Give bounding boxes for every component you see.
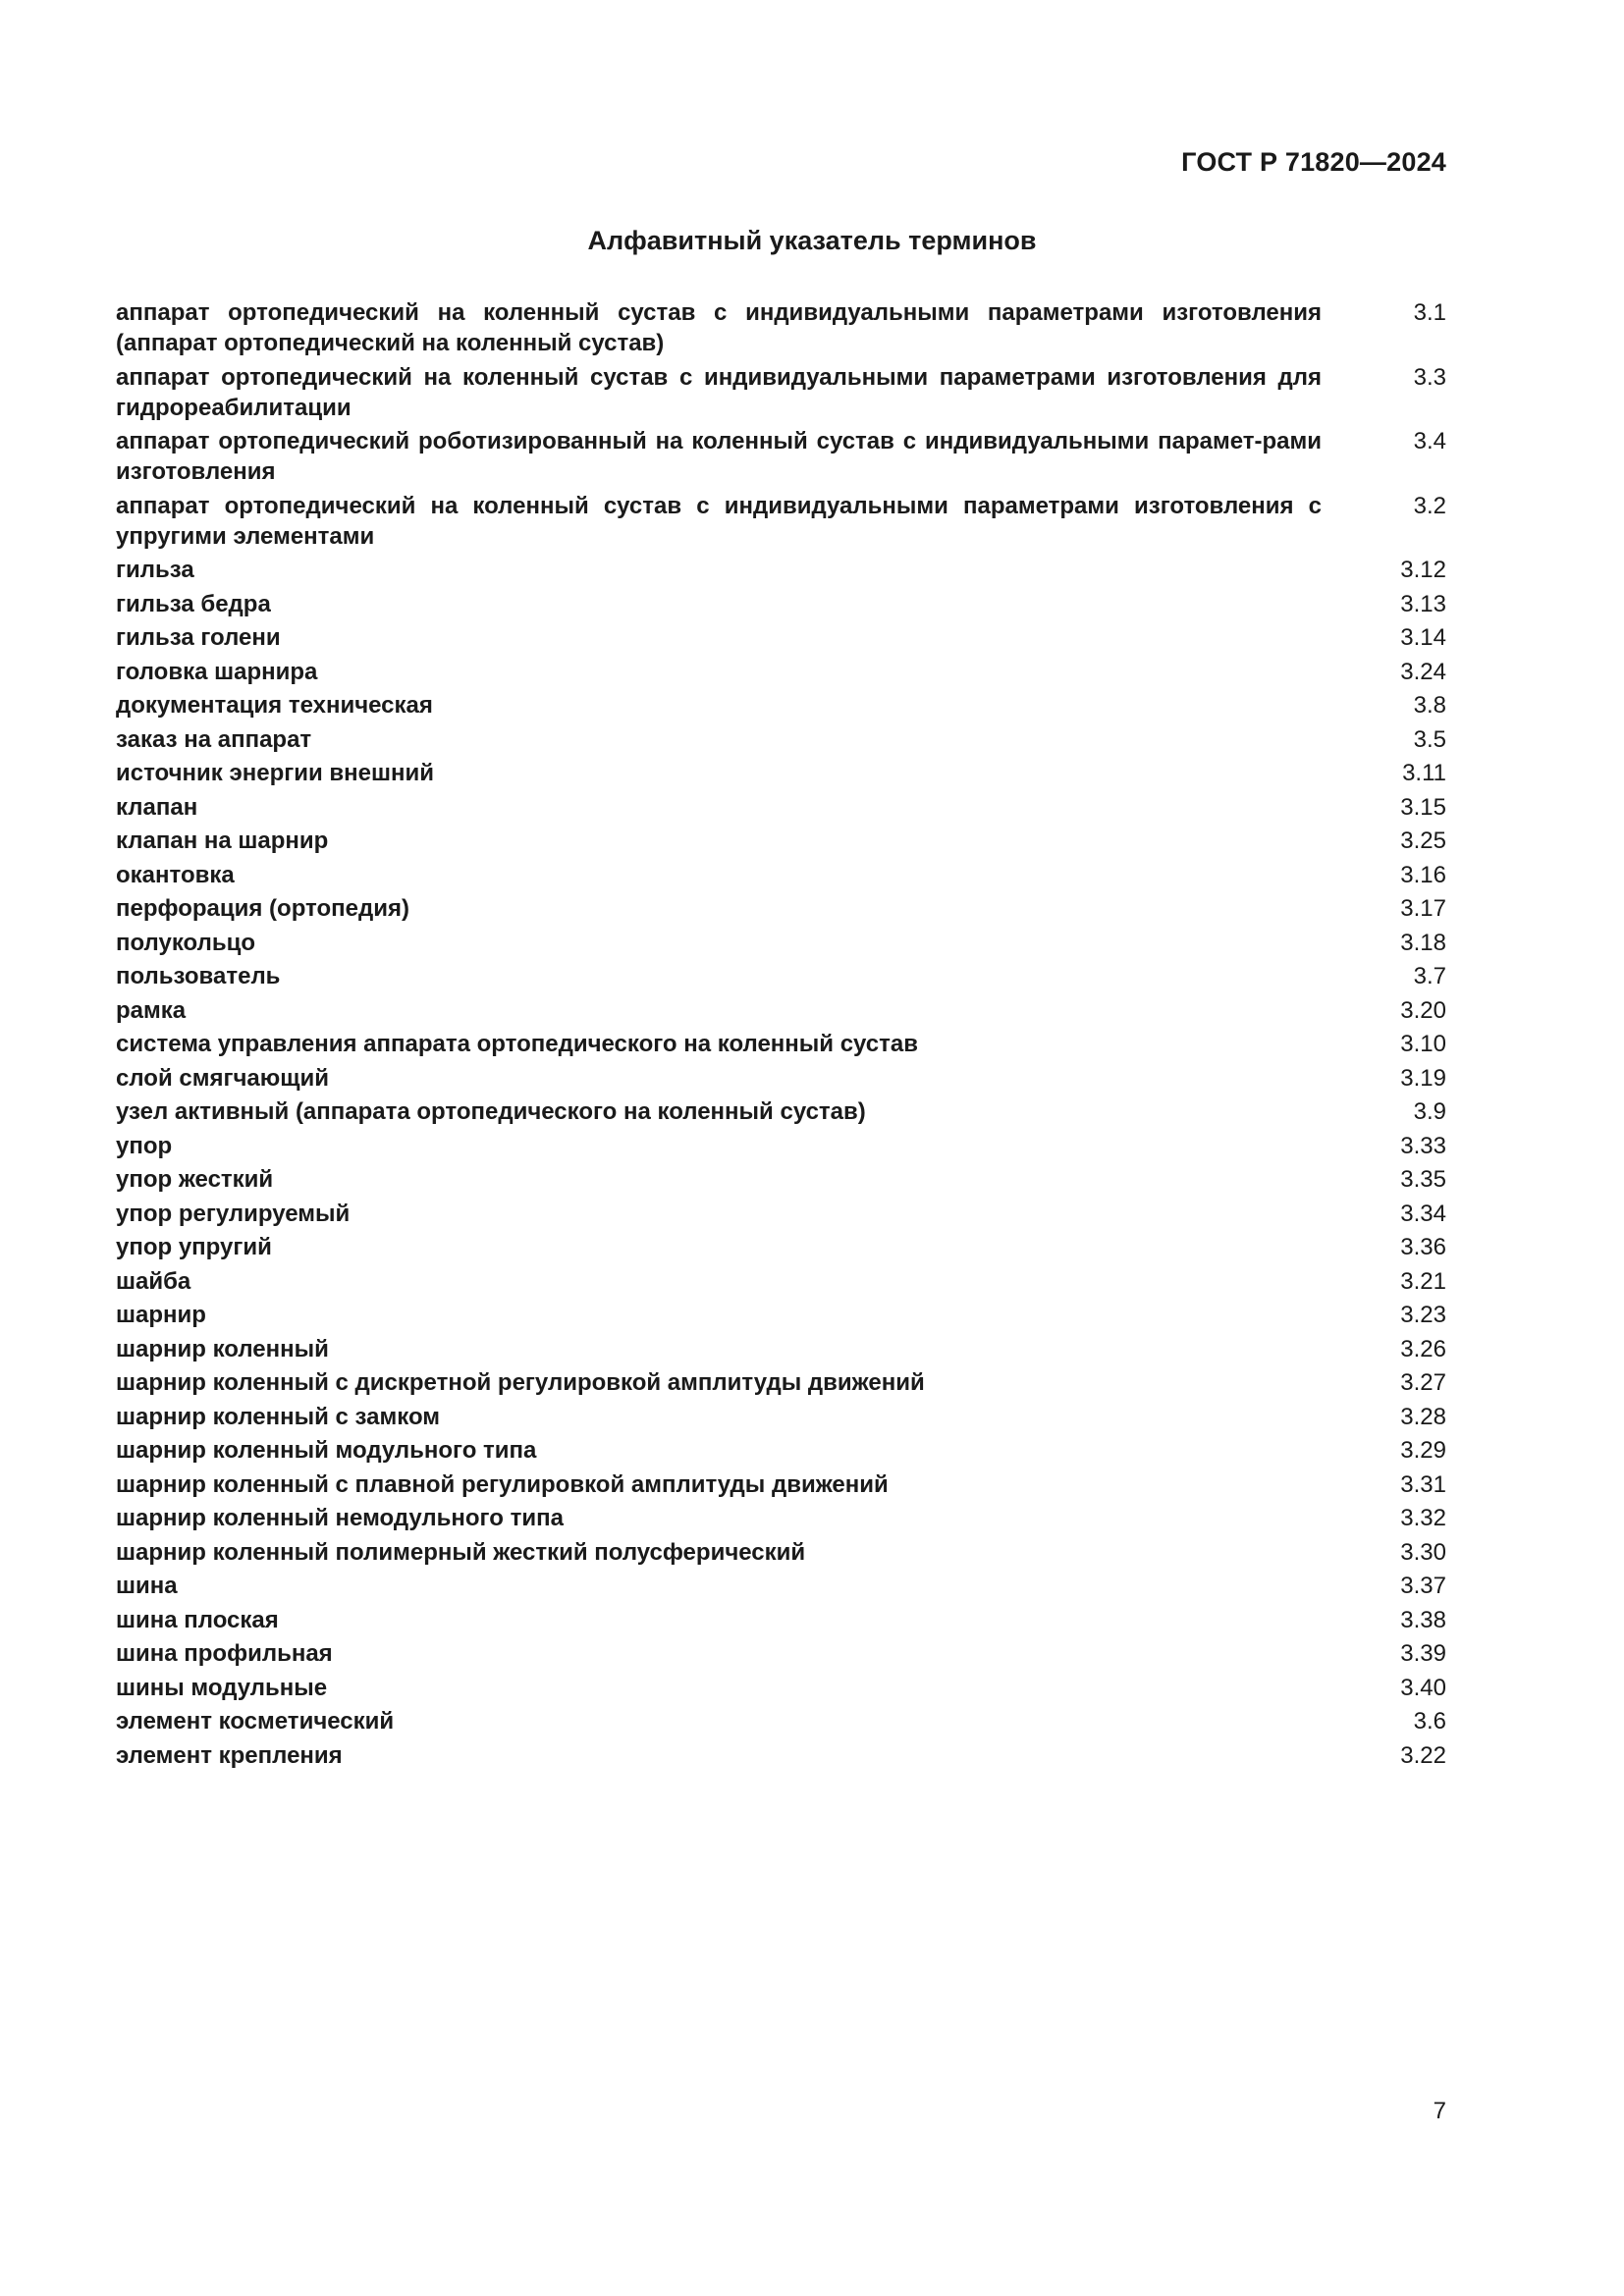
index-entry	[116, 1300, 1446, 1330]
index-term-ref: 3.14	[1400, 624, 1446, 651]
index-entry	[116, 1469, 1446, 1500]
index-entry	[116, 1503, 1446, 1533]
index-entry	[116, 928, 1446, 958]
index-term-ref: 3.6	[1413, 1708, 1446, 1735]
index-term: шины модульные	[116, 1674, 328, 1701]
index-term: клапан на шарнир	[116, 828, 329, 854]
index-term: документация техническая	[116, 692, 433, 719]
index-term: шина плоская	[116, 1606, 279, 1633]
index-entry	[116, 893, 1446, 924]
index-entry	[116, 1571, 1446, 1601]
index-term: источник энергии внешний	[116, 760, 434, 786]
index-term-ref: 3.13	[1400, 590, 1446, 617]
index-entry	[116, 792, 1446, 823]
index-term: рамка	[116, 996, 187, 1024]
index-term-ref: 3.36	[1400, 1234, 1446, 1260]
index-entry	[116, 1164, 1446, 1195]
index-entry	[116, 491, 1446, 552]
index-term-ref: 3.26	[1400, 1335, 1446, 1362]
index-entry	[116, 724, 1446, 755]
document-code: ГОСТ Р 71820—2024	[1181, 147, 1446, 177]
index-term-ref: 3.27	[1400, 1369, 1446, 1396]
index-term-ref: 3.40	[1400, 1674, 1446, 1701]
index-entry	[116, 1367, 1446, 1398]
index-term-ref: 3.9	[1413, 1098, 1446, 1125]
index-entry	[116, 657, 1446, 687]
index-entry	[116, 426, 1446, 487]
index-term-ref: 3.30	[1400, 1538, 1446, 1566]
index-entry	[116, 1402, 1446, 1432]
index-term: упор упругий	[116, 1234, 272, 1260]
index-term: шарнир коленный с плавной регулировкой амплитуды движений	[116, 1470, 889, 1498]
index-term: перфорация (ортопедия)	[116, 895, 409, 922]
index-term-ref: 3.2	[1413, 492, 1446, 519]
index-term: шарнир коленный полимерный жесткий полусферический	[116, 1538, 806, 1566]
index-entry	[116, 826, 1446, 856]
index-entry	[116, 690, 1446, 721]
index-term: шарнир	[116, 1302, 206, 1328]
index-entry	[116, 297, 1446, 358]
index-term: шарнир коленный модульного типа	[116, 1437, 537, 1464]
index-entry	[116, 1740, 1446, 1771]
index-term: аппарат ортопедический на коленный сустав с индивидуальными параметрами изготовления (аппарат ортопедический на коленный сустав)	[116, 299, 1322, 356]
index-entry	[116, 589, 1446, 619]
index-entry	[116, 1673, 1446, 1703]
index-term-ref: 3.16	[1400, 861, 1446, 888]
index-term-ref: 3.7	[1413, 963, 1446, 989]
index-term-ref: 3.19	[1400, 1064, 1446, 1092]
index-term: клапан	[116, 793, 198, 821]
index-entry	[116, 1537, 1446, 1568]
index-term: упор	[116, 1132, 173, 1159]
index-entry	[116, 995, 1446, 1026]
index-term-ref: 3.12	[1400, 557, 1446, 583]
index-term: элемент крепления	[116, 1741, 343, 1769]
index-term: заказ на аппарат	[116, 725, 312, 753]
index-term-ref: 3.23	[1400, 1302, 1446, 1328]
index-term-ref: 3.8	[1413, 692, 1446, 719]
index-entry	[116, 1029, 1446, 1059]
index-term-ref: 3.11	[1402, 760, 1446, 786]
index-term-ref: 3.4	[1413, 428, 1446, 454]
index-term: узел активный (аппарата ортопедического на коленный сустав)	[116, 1098, 866, 1125]
index-term: полукольцо	[116, 929, 256, 956]
index-term-ref: 3.33	[1400, 1132, 1446, 1159]
index-term-ref: 3.3	[1413, 363, 1446, 391]
index-term-ref: 3.15	[1400, 793, 1446, 821]
index-term-ref: 3.5	[1413, 725, 1446, 753]
index-term: шина профильная	[116, 1640, 333, 1667]
index-term-ref: 3.28	[1400, 1403, 1446, 1430]
index-term: головка шарнира	[116, 658, 318, 685]
index-entry	[116, 1435, 1446, 1466]
index-entry	[116, 1334, 1446, 1364]
index-entry	[116, 1638, 1446, 1669]
index-entry	[116, 622, 1446, 653]
index-term: окантовка	[116, 861, 235, 888]
index-term-ref: 3.35	[1400, 1166, 1446, 1193]
index-entry	[116, 362, 1446, 423]
index-title: Алфавитный указатель терминов	[587, 226, 1037, 255]
index-term: шайба	[116, 1267, 191, 1295]
index-term-ref: 3.38	[1400, 1606, 1446, 1633]
index-term: гильза бедра	[116, 590, 271, 617]
index-entry	[116, 555, 1446, 585]
index-term-ref: 3.1	[1413, 299, 1446, 326]
index-term-ref: 3.17	[1400, 895, 1446, 922]
index-term-ref: 3.22	[1400, 1741, 1446, 1769]
index-term: элемент косметический	[116, 1708, 395, 1735]
index-term-ref: 3.29	[1400, 1437, 1446, 1464]
index-term: шина	[116, 1573, 178, 1599]
index-term-ref: 3.32	[1400, 1505, 1446, 1531]
index-term-ref: 3.34	[1400, 1200, 1446, 1227]
index-term-ref: 3.25	[1400, 828, 1446, 854]
page-number: 7	[1433, 2098, 1446, 2124]
index-term: аппарат ортопедический на коленный сустав с индивидуальными параметрами изготовления с упругими элементами	[116, 492, 1322, 550]
index-term-ref: 3.37	[1400, 1573, 1446, 1599]
index-entry	[116, 1063, 1446, 1094]
term-index-list	[116, 297, 1446, 1774]
index-entry	[116, 1096, 1446, 1127]
index-term-ref: 3.20	[1400, 996, 1446, 1024]
index-term: шарнир коленный	[116, 1335, 329, 1362]
index-entry	[116, 1199, 1446, 1229]
index-term-ref: 3.21	[1400, 1267, 1446, 1295]
index-entry	[116, 860, 1446, 890]
index-term: слой смягчающий	[116, 1064, 329, 1092]
index-term-ref: 3.24	[1400, 658, 1446, 685]
index-term: аппарат ортопедический роботизированный на коленный сустав с индивидуальными парамет-рами изготовления	[116, 428, 1322, 485]
index-term: гильза голени	[116, 624, 281, 651]
index-term-ref: 3.10	[1400, 1031, 1446, 1057]
index-term-ref: 3.31	[1400, 1470, 1446, 1498]
index-entry	[116, 1706, 1446, 1736]
index-term: шарнир коленный с замком	[116, 1403, 441, 1430]
index-term: шарнир коленный немодульного типа	[116, 1505, 564, 1531]
index-term: гильза	[116, 557, 194, 583]
index-term: упор регулируемый	[116, 1200, 351, 1227]
index-entry	[116, 758, 1446, 788]
index-entry	[116, 1266, 1446, 1297]
index-term: шарнир коленный с дискретной регулировкой амплитуды движений	[116, 1369, 925, 1396]
index-term-ref: 3.39	[1400, 1640, 1446, 1667]
index-term: система управления аппарата ортопедического на коленный сустав	[116, 1031, 919, 1057]
index-term-ref: 3.18	[1400, 929, 1446, 956]
index-entry	[116, 961, 1446, 991]
index-entry	[116, 1131, 1446, 1161]
index-term: упор жесткий	[116, 1166, 274, 1193]
index-term: пользователь	[116, 963, 281, 989]
index-term: аппарат ортопедический на коленный сустав с индивидуальными параметрами изготовления для гидрореабилитации	[116, 363, 1322, 421]
index-entry	[116, 1605, 1446, 1635]
index-entry	[116, 1232, 1446, 1262]
